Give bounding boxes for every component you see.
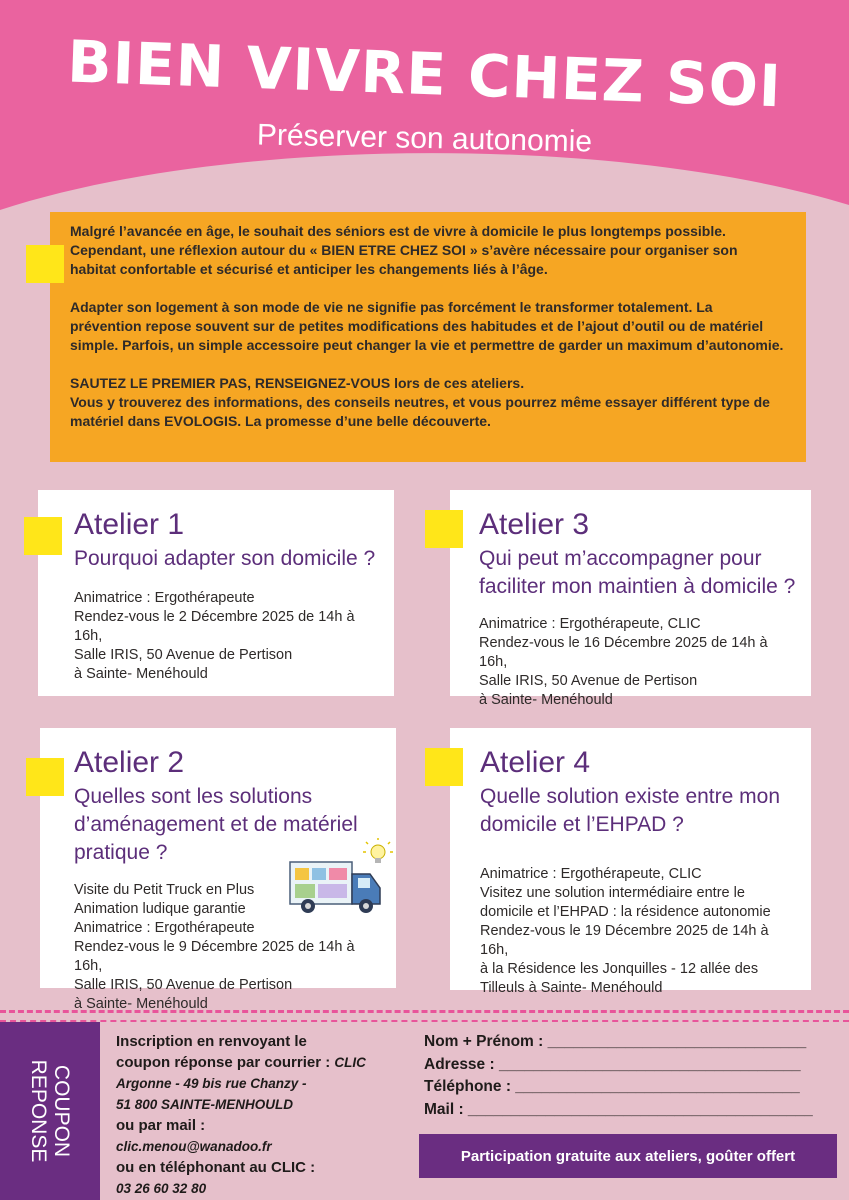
intro-call-to-action-detail: Vous y trouverez des informations, des conseils neutres, et vous pourrez même essayer différent type de matériel dans EVOLOGIS. La promesse d’une belle découverte.	[70, 394, 770, 429]
atelier-2-marker	[26, 758, 64, 796]
atelier-detail-line: domicile et l’EHPAD : la résidence autonomie	[480, 904, 771, 920]
atelier-detail-line: Animatrice : Ergothérapeute	[74, 920, 255, 936]
atelier-detail-line: Animatrice : Ergothérapeute	[74, 590, 255, 606]
address-line: 51 800 SAINTE-MENHOULD	[116, 1097, 294, 1112]
page-title: BIEN VIVRE CHEZ SOI	[66, 27, 783, 121]
atelier-subtitle: Qui peut m’accompagner pour faciliter mon maintien à domicile ?	[479, 547, 796, 598]
atelier-detail-line: Animatrice : Ergothérapeute, CLIC	[480, 866, 702, 882]
atelier-detail-line: Visitez une solution intermédiaire entre le	[480, 885, 745, 901]
coupon-cut-line-bottom	[0, 1020, 849, 1022]
intro-paragraph-2: Adapter son logement à son mode de vie ne signifie pas forcément le transformer totalement. La prévention repose souvent sur de petites modifications des habitudes et de l’ajout d’outil ou de matériel simple. Parfois, un simple accessoire peut changer la vie et permettre de garder un maximum d’autonomie.	[70, 299, 784, 353]
atelier-title: Atelier 2	[74, 746, 185, 779]
intro-paragraph-1: Malgré l’avancée en âge, le souhait des séniors est de vivre à domicile le plus longtemps possible. Cependant, une réflexion autour du « BIEN ETRE CHEZ SOI » s’avère nécessaire pour organiser son habitat confortable et sécurisé et anticiper les changements liés à l’âge.	[70, 223, 738, 277]
atelier-detail-line: Animation ludique garantie	[74, 901, 246, 917]
atelier-detail-line: Salle IRIS, 50 Avenue de Pertison	[74, 977, 293, 993]
atelier-subtitle: Pourquoi adapter son domicile ?	[74, 547, 376, 570]
address-field[interactable]: Adresse : ___________________________________	[424, 1055, 801, 1073]
atelier-detail-line: à la Résidence les Jonquilles - 12 allée des	[480, 961, 759, 977]
atelier-details	[480, 865, 799, 998]
atelier-detail-line: Salle IRIS, 50 Avenue de Pertison	[74, 647, 293, 663]
email-link[interactable]: clic.menou@wanadoo.fr	[116, 1139, 272, 1154]
atelier-detail-line: Tilleuls à Sainte- Menéhould	[480, 980, 663, 996]
truck-illustration	[286, 838, 394, 916]
atelier-detail-line: Visite du Petit Truck en Plus	[74, 882, 255, 898]
address-line: Argonne - 49 bis rue Chanzy -	[116, 1076, 307, 1091]
free-participation-banner: Participation gratuite aux ateliers, goûter offert	[419, 1134, 837, 1178]
phone-label: ou en téléphonant au CLIC :	[116, 1159, 316, 1176]
intro-paragraph-3	[70, 374, 786, 431]
atelier-detail-line: Rendez-vous le 2 Décembre 2025 de 14h à 16h,	[74, 609, 355, 644]
lightbulb-icon	[363, 838, 393, 863]
atelier-subtitle: Quelles sont les solutions d’aménagement et de matériel pratique ?	[74, 785, 358, 864]
atelier-detail-line: Rendez-vous le 9 Décembre 2025 de 14h à 16h,	[74, 939, 355, 974]
name-field[interactable]: Nom + Prénom : ______________________________	[424, 1033, 807, 1050]
coupon-label	[27, 1026, 73, 1196]
atelier-4-marker	[425, 748, 463, 786]
atelier-1-marker	[24, 517, 62, 555]
atelier-3-marker	[425, 510, 463, 548]
address-line: CLIC	[334, 1055, 366, 1070]
atelier-detail-line: à Sainte- Menéhould	[74, 666, 208, 682]
coupon-label-line: COUPON	[50, 1064, 73, 1158]
intro-call-to-action: SAUTEZ LE PREMIER PAS, RENSEIGNEZ-VOUS lors de ces ateliers.	[70, 375, 525, 391]
atelier-title: Atelier 3	[479, 508, 590, 541]
email-field[interactable]: Mail : ________________________________________	[424, 1100, 813, 1118]
atelier-detail-line: Rendez-vous le 19 Décembre 2025 de 14h à 16h,	[480, 923, 769, 958]
atelier-3-card	[450, 490, 811, 708]
atelier-title: Atelier 1	[74, 508, 185, 541]
phone-field[interactable]: Téléphone : _________________________________	[424, 1078, 800, 1095]
signup-line: coupon réponse par courrier :	[116, 1054, 331, 1071]
atelier-title: Atelier 4	[480, 746, 591, 779]
atelier-details	[74, 589, 382, 684]
atelier-detail-line: Animatrice : Ergothérapeute, CLIC	[479, 616, 701, 632]
atelier-detail-line: à Sainte- Menéhould	[479, 692, 613, 708]
signup-instructions	[116, 1031, 406, 1199]
intro-box	[50, 212, 806, 462]
reply-form	[424, 1031, 844, 1121]
atelier-detail-line: Salle IRIS, 50 Avenue de Pertison	[479, 673, 698, 689]
atelier-subtitle: Quelle solution existe entre mon domicile et l’EHPAD ?	[480, 785, 780, 836]
page-subtitle: Préserver son autonomie	[256, 118, 593, 159]
coupon-cut-line-top	[0, 1010, 849, 1013]
coupon-label-line: REPONSE	[27, 1059, 50, 1163]
phone-number[interactable]: 03 26 60 32 80	[116, 1181, 207, 1196]
atelier-1-card	[38, 490, 394, 696]
atelier-detail-line: à Sainte- Menéhould	[74, 996, 208, 1012]
intro-yellow-square	[26, 245, 64, 283]
signup-line: Inscription en renvoyant le	[116, 1033, 307, 1050]
atelier-detail-line: Rendez-vous le 16 Décembre 2025 de 14h à 16h,	[479, 635, 768, 670]
atelier-details	[479, 615, 799, 710]
mail-label: ou par mail :	[116, 1117, 206, 1134]
atelier-4-card	[450, 728, 811, 996]
